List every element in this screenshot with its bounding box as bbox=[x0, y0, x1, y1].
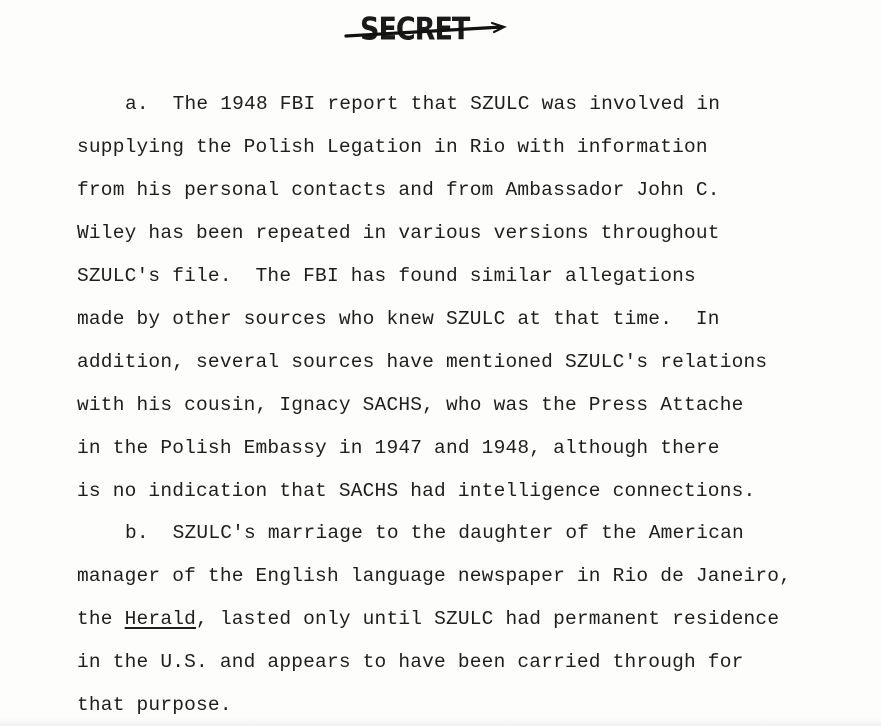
strikethrough-icon bbox=[342, 10, 512, 52]
paragraph-b-marker: b. bbox=[125, 522, 149, 544]
paragraph-b-line-2: manager of the English language newspaper in Rio de Janeiro, bbox=[77, 565, 792, 587]
page-bottom-edge bbox=[0, 718, 881, 726]
paragraph-a-line-3: from his personal contacts and from Ambassador John C. bbox=[77, 179, 720, 201]
paragraph-b-line-5: that purpose. bbox=[77, 694, 232, 716]
classification-label: SECRET bbox=[360, 11, 470, 48]
paragraph-b-line-3-start: the bbox=[77, 608, 125, 630]
paragraph-a-marker: a. bbox=[125, 93, 149, 115]
paragraph-a-line-8: with his cousin, Ignacy SACHS, who was the Press Attache bbox=[77, 394, 744, 416]
paragraph-a-line-10: is no indication that SACHS had intelligence connections. bbox=[77, 480, 756, 502]
paragraph-b-line-4: in the U.S. and appears to have been carried through for bbox=[77, 651, 744, 673]
paragraph-a-text-1: The 1948 FBI report that SZULC was involved in bbox=[172, 93, 721, 115]
paragraph-a-line-7: addition, several sources have mentioned SZULC's relations bbox=[77, 351, 768, 373]
paragraph-a-line-2: supplying the Polish Legation in Rio with information bbox=[77, 136, 708, 158]
paragraph-b-text-1: SZULC's marriage to the daughter of the American bbox=[172, 522, 744, 544]
paragraph-a-line-6: made by other sources who knew SZULC at that time. In bbox=[77, 308, 720, 330]
paragraph-a-line-1 bbox=[77, 92, 720, 116]
paragraph-b-line-1 bbox=[77, 521, 744, 545]
paragraph-b-line-3-end: , lasted only until SZULC had permanent residence bbox=[196, 608, 780, 630]
classification-marking bbox=[342, 10, 512, 52]
paragraph-a-line-5: SZULC's file. The FBI has found similar allegations bbox=[77, 265, 696, 287]
paragraph-a-line-4: Wiley has been repeated in various versions throughout bbox=[77, 222, 720, 244]
paragraph-b-line-3 bbox=[77, 607, 779, 631]
newspaper-title-underlined: Herald bbox=[124, 608, 197, 630]
paragraph-a-line-9: in the Polish Embassy in 1947 and 1948, although there bbox=[77, 437, 720, 459]
